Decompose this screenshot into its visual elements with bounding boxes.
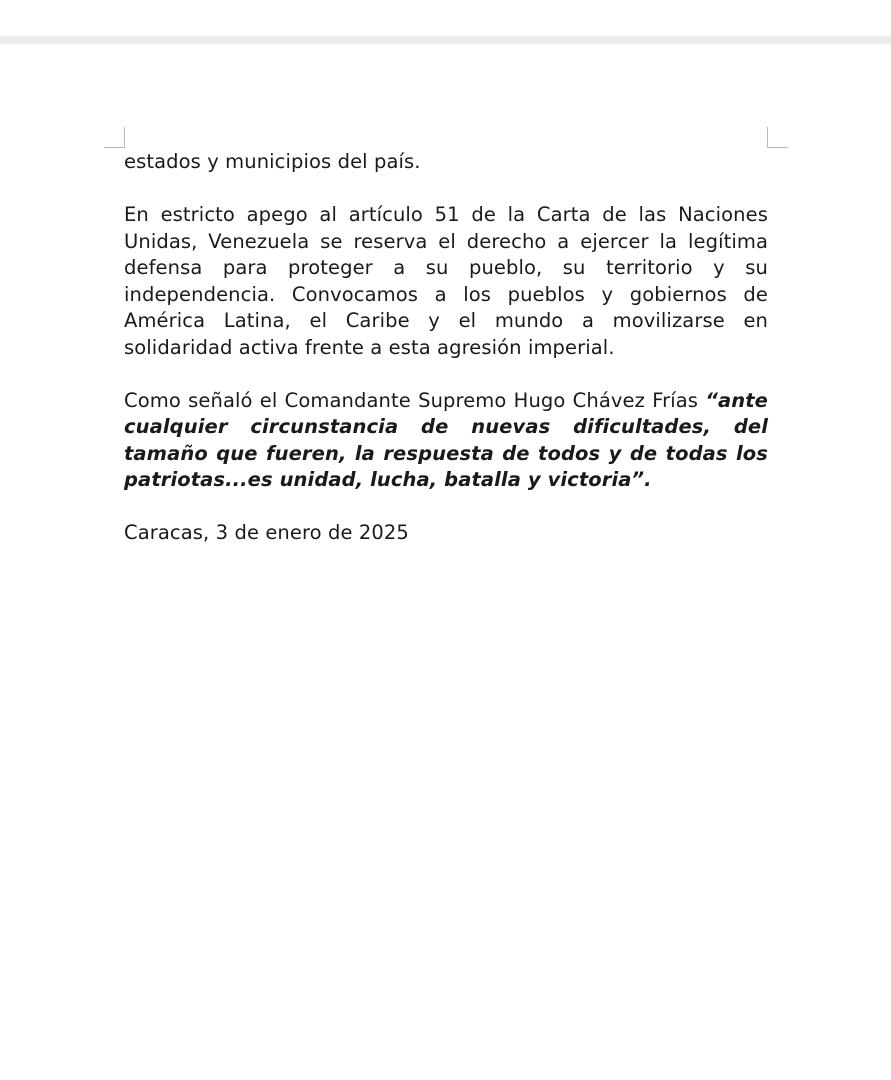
document-page: [0, 44, 891, 1080]
quote-intro: Como señaló el Comandante Supremo Hugo Chávez Frías: [124, 388, 699, 412]
paragraph-quote: [124, 388, 768, 494]
paragraph-legitimate-defense: En estricto apego al artículo 51 de la Carta de las Naciones Unidas, Venezuela se reserva el derecho a ejercer la legítima defensa para proteger a su pueblo, su territorio y su independencia. Convocamos a los pueblos y gobiernos de América Latina, el Caribe y el mundo a movilizarse en solidaridad activa frente a esta agresión imperial.: [124, 203, 768, 359]
place-date-signature: Caracas, 3 de enero de 2025: [124, 521, 409, 544]
chavez-quote: “ante cualquier circunstancia de nuevas dificultades, del tamaño que fueren, la respuesta de todos y de todas los patriotas...es unidad, lucha, batalla y victoria”.: [124, 388, 768, 491]
viewer-divider: [0, 36, 891, 44]
margin-corner-mark-right: [767, 127, 788, 148]
margin-corner-mark-left: [104, 127, 125, 148]
top-margin-area: [0, 0, 891, 44]
document-body: [124, 149, 768, 547]
paragraph-continuation: estados y municipios del país.: [124, 150, 421, 173]
